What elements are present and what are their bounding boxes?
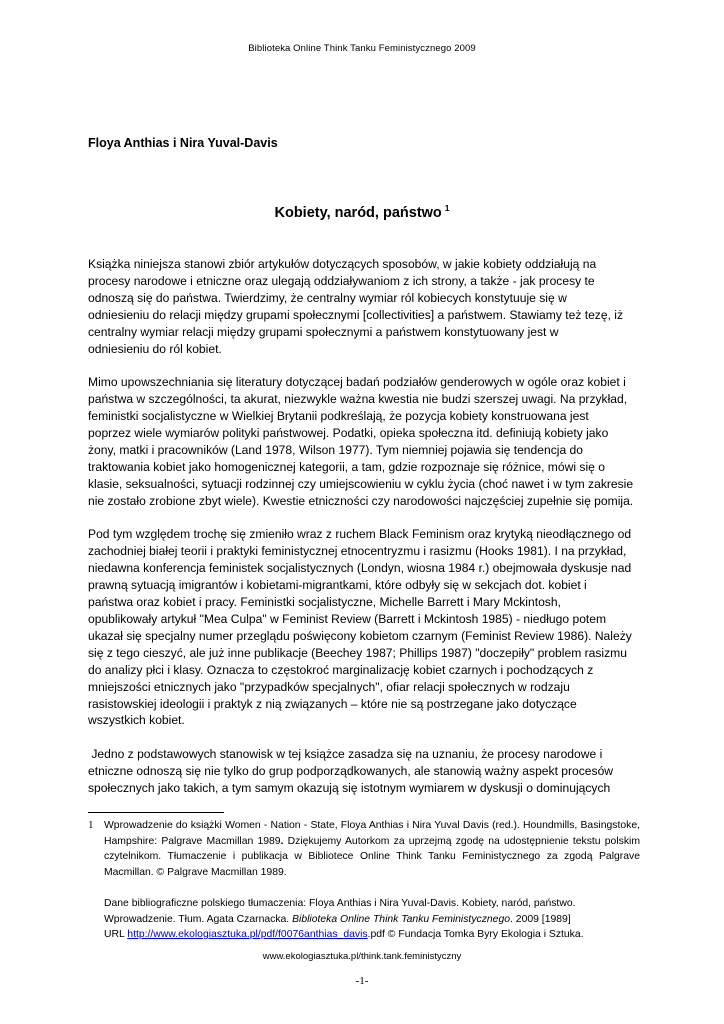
footnote bbox=[88, 818, 640, 943]
text-line: mniejszości etnicznych jako "przypadków specjalnych", ofiar relacji społecznych w rodzaju bbox=[88, 679, 570, 694]
title-text: Kobiety, naród, państwo bbox=[274, 205, 442, 221]
text-line: wszystkich kobiet. bbox=[88, 713, 185, 728]
footnote-text bbox=[104, 818, 640, 880]
biblio-url-line bbox=[104, 927, 640, 943]
text-line: centralny wymiar relacji między grupami społecznymi a państwem konstytuowany jest w bbox=[88, 324, 559, 339]
text-line: procesy narodowe i etniczne oraz ulegają oddziaływaniom z ich strony, a także - jak procesy te bbox=[88, 273, 595, 288]
url-label: URL bbox=[104, 929, 128, 941]
text-line: odniesieniu do relacji między grupami społecznymi [collectivities] a państwem. Stawiamy też tezę, iż bbox=[88, 307, 624, 322]
biblio-line-2-text: Wprowadzenie. Tłum. Agata Czarnacka. bbox=[104, 913, 293, 925]
text-line: ukazał się specjalny numer przeglądu poświęcony kobietom czarnym (Feminist Review 1986). Należy bbox=[88, 628, 632, 643]
text-line: państwa w szczególności, ta akurat, niezwykle ważna kwestia nie budzi szerszej uwagi. Na przykład, bbox=[88, 392, 628, 407]
text-line: odnoszą się do państwa. Twierdzimy, że centralny wymiar ról kobiecych konstytuuje się w bbox=[88, 290, 567, 305]
footnote-mark: 1 bbox=[88, 819, 94, 831]
text-line: nie zostało zrobione zbyt wiele). Kwestie etniczności czy narodowości najczęściej zupełnie się pomija. bbox=[88, 493, 634, 508]
paragraph-3 bbox=[88, 526, 640, 729]
text-line: prawną sytuacją imigrantów i kobietami-migrantkami, które odbyły się w sekcjach dot. kobiet i bbox=[88, 578, 587, 593]
paragraph-1 bbox=[88, 256, 640, 357]
document-title bbox=[0, 203, 724, 221]
text-line: Pod tym względem trochę się zmieniło wraz z ruchem Black Feminism oraz krytyką nieodłącznego od bbox=[88, 527, 632, 542]
text-line: niedawna konferencja feministek socjalistycznych (Londyn, wiosna 1984 r.) obejmowała dyskusje nad bbox=[88, 561, 632, 576]
footnote-text-bold-period: . bbox=[280, 835, 284, 847]
text-line: odniesieniu do ról kobiet. bbox=[88, 341, 222, 356]
body-text bbox=[88, 256, 640, 814]
url-suffix: .pdf © Fundacja Tomka Byry Ekologia i Sztuka. bbox=[367, 929, 584, 941]
biblio-series-title: Biblioteka Online Think Tanku Feministycznego bbox=[292, 913, 511, 925]
footnote-text-b: Dziękujemy Autorkom za uprzejmą zgodę na udostępnienie tekstu polskim czytelnikom. Tłumaczenie i publikacja w Bibliotece Online Think Tanku Feministycznego za zgodą Palgrave Macmillan. © Palgrave Macmillan 1989. bbox=[104, 835, 640, 878]
text-line: Mimo upowszechniania się literatury dotyczącej badań podziałów genderowych w ogóle oraz kobiet i bbox=[88, 375, 626, 390]
footnote-divider bbox=[88, 812, 224, 813]
paragraph-2 bbox=[88, 374, 640, 509]
text-line: do analizy płci i klasy. Oznacza to częstokroć marginalizację kobiet czarnych i pochodzących z bbox=[88, 662, 594, 677]
source-pdf-link[interactable]: http://www.ekologiasztuka.pl/pdf/f0076anthias_davis bbox=[127, 929, 368, 941]
bibliographic-data bbox=[104, 896, 640, 943]
text-line: społecznych jako takich, a tym samym okazują się istotnym wymiarem w dyskusji o dominujących bbox=[88, 781, 611, 796]
biblio-line-2 bbox=[104, 912, 640, 928]
text-line: traktowania kobiet jako homogenicznej kategorii, a tam, gdzie rozpoznaje się różnice, mówi się o bbox=[88, 459, 605, 474]
title-footnote-mark[interactable]: 1 bbox=[444, 203, 450, 213]
text-line: się z tego cieszyć, ale już inne publikacje (Beechey 1987; Phillips 1987) "doczepiły" problem rasizmu bbox=[88, 645, 627, 660]
text-line: klasie, seksualności, sytuacji rodzinnej czy umiejscowieniu w cyklu życia (choć nawet i w tym zakresie bbox=[88, 476, 634, 491]
text-line: żony, matki i pracowników (Land 1978, Wilson 1977). Tym niemniej pojawia się tendencja do bbox=[88, 442, 583, 457]
biblio-year: . 2009 [1989] bbox=[510, 913, 571, 925]
text-line: państwa oraz kobiet i pracy. Feministki socjalistyczne, Michelle Barrett i Mary Mckintosh, bbox=[88, 595, 561, 610]
footnote-text-a: Wprowadzenie do książki Women - Nation - State, Floya Anthias i Nira Yuval Davis (red.). Houndmills, Basingstoke, Hampshire: Palgrave Macmillan 1989 bbox=[104, 820, 640, 847]
text-line: Jedno z podstawowych stanowisk w tej książce zasadza się na uznaniu, że procesy narodowe i bbox=[88, 747, 603, 762]
text-line: etniczne odnoszą się nie tylko do grup podporządkowanych, ale stanowią ważny aspekt procesów bbox=[88, 764, 614, 779]
text-line: poprzez wiele wymiarów polityki państwowej. Podatki, opieka społeczna itd. definiują kobiety jako bbox=[88, 426, 609, 441]
footnote-entry bbox=[88, 818, 640, 880]
paragraph-4 bbox=[88, 746, 640, 797]
text-line: Książka niniejsza stanowi zbiór artykułów dotyczących sposobów, w jakie kobiety oddziałują na bbox=[88, 257, 597, 271]
footer-url: www.ekologiasztuka.pl/think.tank.feministyczny bbox=[262, 951, 462, 962]
text-line: zachodniej białej teorii i praktyki feministycznej etnocentryzmu i rasizmu (Hooks 1981). I na przykład, bbox=[88, 544, 627, 559]
page-number: -1- bbox=[355, 975, 369, 987]
running-header: Biblioteka Online Think Tanku Feministycznego 2009 bbox=[248, 43, 476, 54]
text-line: feministki socjalistyczne w Wielkiej Brytanii podkreślają, że pozycja kobiety konstruowana jest bbox=[88, 409, 589, 424]
text-line: opublikowały artykuł "Mea Culpa" w Feminist Review (Barrett i Mckintosh 1985) - niedługo potem bbox=[88, 612, 607, 626]
biblio-line-1: Dane bibliograficzne polskiego tłumaczenia: Floya Anthias i Nira Yuval-Davis. Kobiety, naród, państwo. bbox=[104, 897, 576, 909]
authors-line: Floya Anthias i Nira Yuval-Davis bbox=[88, 136, 278, 150]
text-line: rasistowskiej ideologii i praktyk z nią związanych – które nie są postrzegane jako dotyczące bbox=[88, 696, 577, 711]
